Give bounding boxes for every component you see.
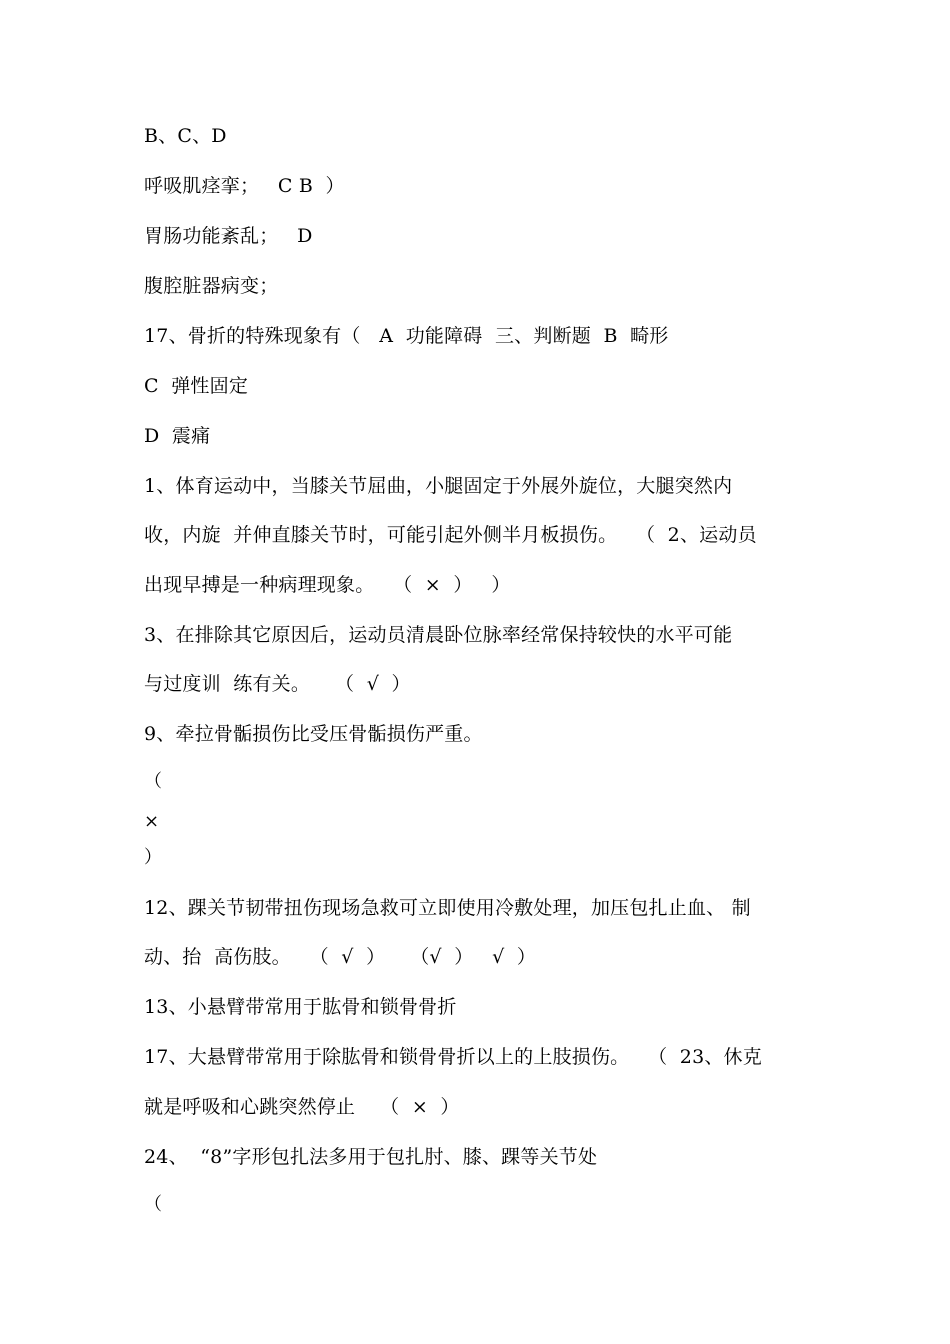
text-line: B、C、D	[144, 125, 227, 147]
text-line: 1、体育运动中，当膝关节屈曲，小腿固定于外展外旋位，大腿突然内	[144, 475, 733, 497]
text-line: 9、牵拉骨骺损伤比受压骨骺损伤严重。	[144, 723, 483, 745]
text-line: 24、 “8”字形包扎法多用于包扎肘、膝、踝等关节处	[144, 1146, 598, 1168]
text-line: ×	[144, 811, 160, 832]
text-line: D 震痛	[144, 425, 211, 447]
text-line: 12、踝关节韧带扭伤现场急救可立即使用冷敷处理，加压包扎止血、 制	[144, 897, 751, 919]
text-line: 呼吸肌痉挛； C B ）	[144, 175, 345, 197]
text-line: C 弹性固定	[144, 375, 249, 397]
text-line: 就是呼吸和心跳突然停止 （ × ）	[144, 1096, 460, 1118]
text-line: （	[144, 1194, 163, 1215]
text-line: ）	[144, 847, 163, 868]
text-line: 17、骨折的特殊现象有（ A 功能障碍 三、判断题 B 畸形	[144, 325, 669, 347]
text-line: 13、小悬臂带常用于肱骨和锁骨骨折	[144, 996, 457, 1018]
text-line: 动、抬 高伤肢。 （ √ ） （√ ） √ ）	[144, 946, 537, 968]
text-line: 与过度训 练有关。 （ √ ）	[144, 673, 411, 695]
text-line: 胃肠功能紊乱； D	[144, 225, 313, 247]
text-line: 3、在排除其它原因后，运动员清晨卧位脉率经常保持较快的水平可能	[144, 624, 733, 646]
text-line: 腹腔脏器病变；	[144, 275, 279, 297]
text-line: （	[144, 771, 163, 792]
text-line: 17、大悬臂带常用于除肱骨和锁骨骨折以上的上肢损伤。 （ 23、休克	[144, 1046, 762, 1068]
text-line: 出现早搏是一种病理现象。 （ × ） ）	[144, 574, 511, 596]
text-line: 收，内旋 并伸直膝关节时，可能引起外侧半月板损伤。 （ 2、运动员	[144, 524, 757, 546]
